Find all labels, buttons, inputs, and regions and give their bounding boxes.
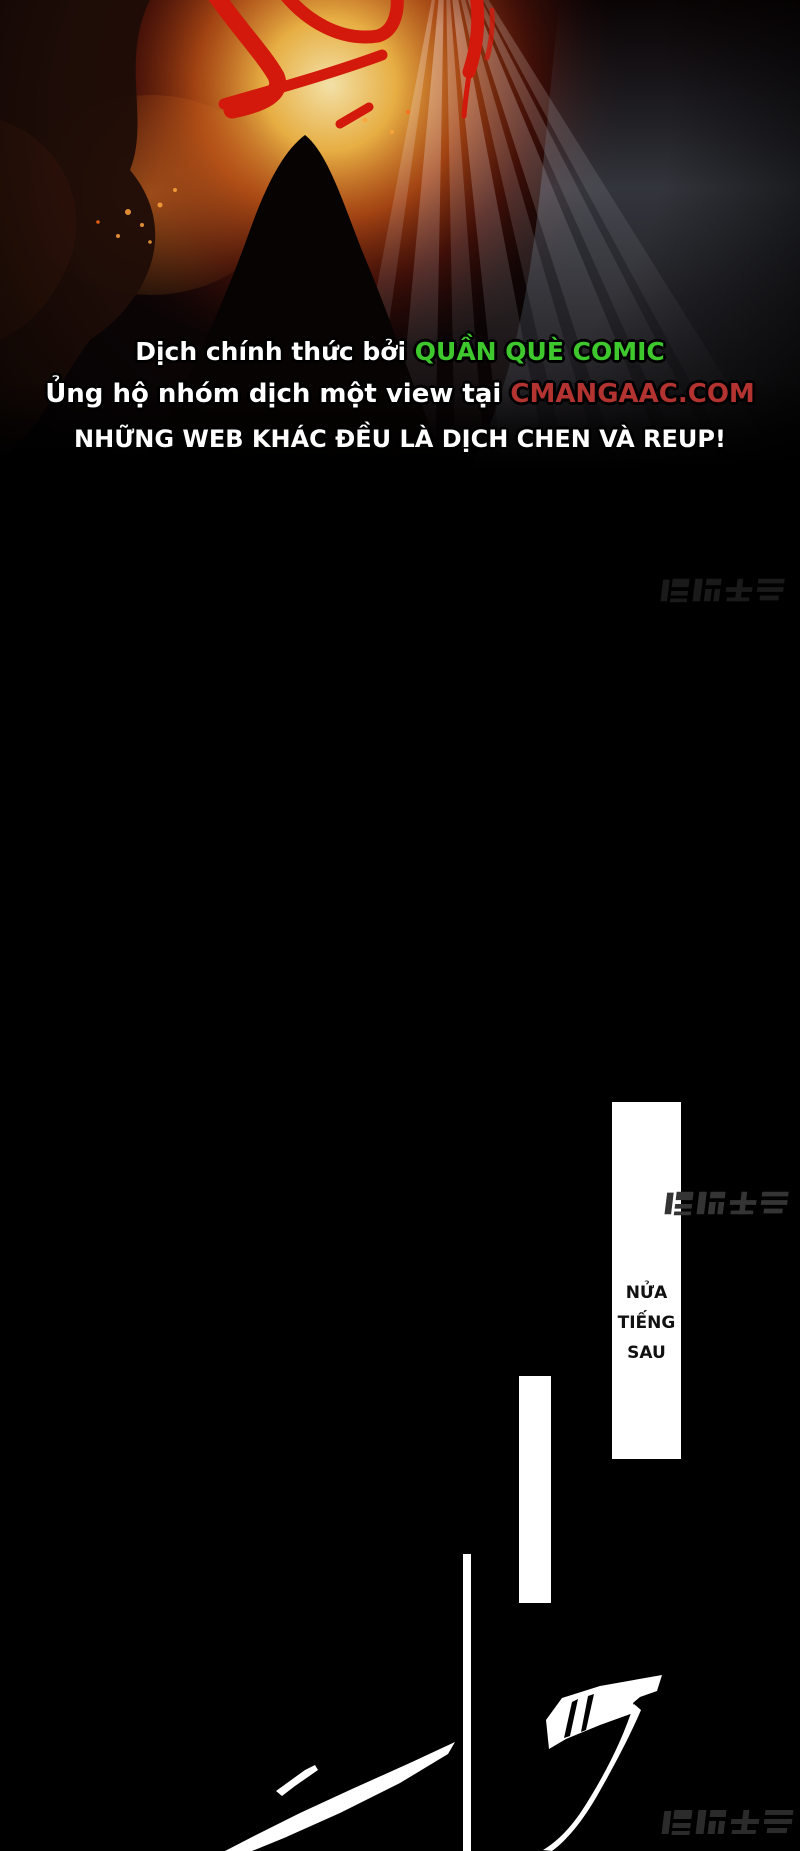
tencent-watermark-bottom <box>660 1805 798 1839</box>
sfx-line-thin <box>463 1554 471 1851</box>
brush-stroke-flag <box>546 1675 662 1749</box>
tencent-watermark-middle <box>662 1187 794 1219</box>
sfx-bar-narrow <box>519 1376 551 1603</box>
speech-bubble <box>612 1102 681 1459</box>
credit-line-1-text: Dịch chính thức bởi <box>135 337 415 366</box>
credit-line-1 <box>0 336 800 367</box>
credit-line-3-text: NHỮNG WEB KHÁC ĐỀU LÀ DỊCH CHEN VÀ REUP! <box>74 425 726 453</box>
credit-line-2-text: Ủng hộ nhóm dịch một view tại <box>45 379 511 409</box>
speech-bubble-line: SAU <box>627 1343 666 1363</box>
credit-line-2 <box>0 378 800 411</box>
tencent-watermark-upper <box>658 574 790 606</box>
speech-bubble-line: NỬA <box>625 1283 668 1303</box>
site-name: CMANGAAC.COM <box>510 379 755 409</box>
speech-bubble-line: TIẾNG <box>617 1313 676 1333</box>
brush-stroke-left <box>225 1742 455 1851</box>
translator-group-name: QUẦN QUÈ COMIC <box>414 337 665 366</box>
credit-line-3 <box>0 424 800 454</box>
brush-stroke-branch <box>276 1765 318 1796</box>
